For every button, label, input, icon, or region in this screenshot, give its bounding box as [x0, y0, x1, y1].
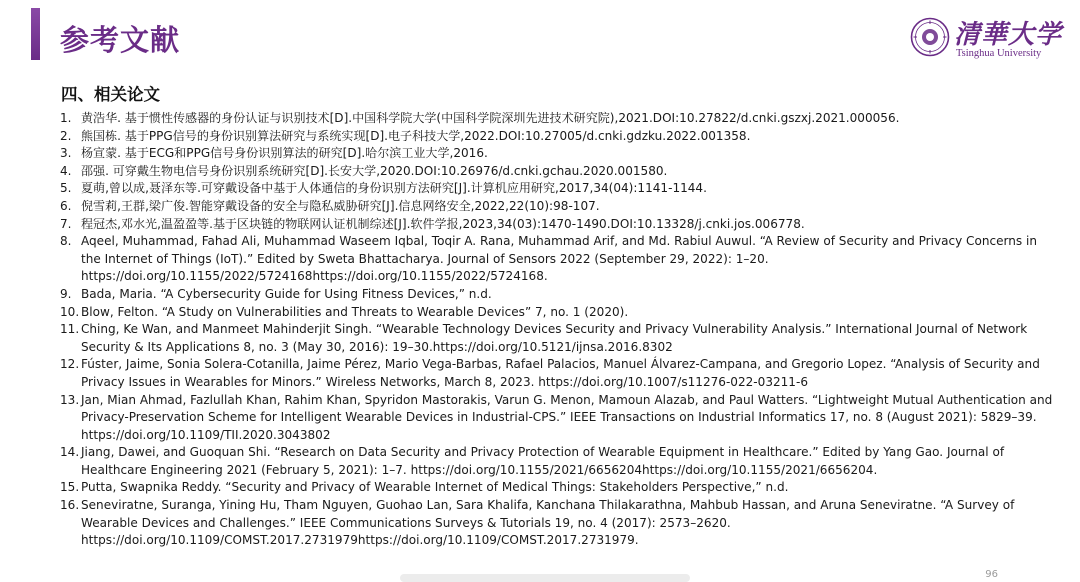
logo-chinese-name: 清華大学	[954, 20, 1063, 50]
reference-item	[60, 163, 1060, 181]
reference-text: Bada, Maria. “A Cybersecurity Guide for Using Fitness Devices,” n.d.	[81, 286, 492, 301]
reference-item	[60, 392, 1060, 445]
reference-text: Jan, Mian Ahmad, Fazlullah Khan, Rahim Khan, Spyridon Mastorakis, Varun G. Menon, Mamoun Alazab, and Paul Watters. “Lightweight Mutual Authentication and Privacy-Preservation Scheme for Intelligent Wearable Devices in Industrial-CPS.” IEEE Transactions on Industrial Informatics 17, no. 8 (August 2021): 5829–39. https://doi.org/10.1109/TII.2020.3043802	[81, 392, 1053, 442]
reference-number: 11.	[60, 322, 80, 337]
page-number: 96	[985, 569, 998, 580]
reference-number: 5.	[60, 181, 72, 196]
reference-item	[60, 180, 1060, 198]
reference-text: Seneviratne, Suranga, Yining Hu, Tham Nguyen, Guohao Lan, Sara Khalifa, Kanchana Thilakarathna, Mahbub Hassan, and Aruna Seneviratne. “A Survey of Wearable Devices and Challenges.” IEEE Communications Surveys & Tutorials 19, no. 4 (2017): 2573–2620. https://doi.org/10.1109/COMST.2017.2731979https://doi.org/10.1109/COMST.2017.2731979.	[81, 498, 1015, 548]
bottom-shadow-decoration	[400, 574, 690, 582]
reference-number: 16.	[60, 498, 80, 513]
reference-number: 1.	[60, 111, 72, 125]
reference-list	[60, 110, 1060, 550]
reference-item	[60, 304, 1060, 322]
reference-number: 8.	[60, 234, 72, 249]
reference-item	[60, 128, 1060, 146]
page-title: 参考文献	[60, 23, 181, 57]
reference-text: 夏萌,曾以成,聂泽东等.可穿戴设备中基于人体通信的身份识别方法研究[J].计算机应用研究,2017,34(04):1141-1144.	[81, 181, 707, 196]
reference-item	[60, 198, 1060, 216]
reference-text: 熊国栋. 基于PPG信号的身份识别算法研究与系统实现[D].电子科技大学,2022.DOI:10.27005/d.cnki.gdzku.2022.001358.	[81, 128, 751, 143]
reference-number: 7.	[60, 216, 72, 231]
section-heading: 四、相关论文	[61, 85, 160, 104]
reference-item	[60, 110, 1060, 128]
reference-text: Ching, Ke Wan, and Manmeet Mahinderjit Singh. “Wearable Technology Devices Security and Privacy Vulnerability Analysis.” International Journal of Network Security & Its Applications 8, no. 3 (May 30, 2016): 19–30.https://doi.org/10.5121/ijnsa.2016.8302	[81, 322, 1028, 354]
reference-text: Fúster, Jaime, Sonia Solera-Cotanilla, Jaime Pérez, Mario Vega-Barbas, Rafael Palacios, Manuel Álvarez-Campana, and Gregorio Lopez. “Analysis of Security and Privacy Issues in Wearables for Minors.” Wireless Networks, March 8, 2023. https://doi.org/10.1007/s11276-022-03211-6	[81, 357, 1040, 389]
reference-number: 15.	[60, 480, 80, 495]
reference-number: 4.	[60, 163, 72, 178]
reference-text: 杨宣蒙. 基于ECG和PPG信号身份识别算法的研究[D].哈尔滨工业大学,2016.	[81, 146, 488, 161]
reference-text: 程冠杰,邓水光,温盈盈等.基于区块链的物联网认证机制综述[J].软件学报,2023,34(03):1470-1490.DOI:10.13328/j.cnki.jos.006778.	[81, 216, 805, 231]
reference-number: 2.	[60, 128, 72, 143]
reference-item	[60, 145, 1060, 163]
reference-item	[60, 216, 1060, 234]
title-accent-bar	[31, 8, 40, 60]
reference-item	[60, 497, 1060, 550]
reference-number: 13.	[60, 392, 80, 407]
university-logo	[910, 14, 1063, 66]
reference-number: 6.	[60, 198, 72, 213]
reference-number: 9.	[60, 286, 72, 301]
reference-item	[60, 286, 1060, 304]
reference-number: 14.	[60, 445, 80, 460]
university-seal-icon	[910, 17, 950, 57]
reference-text: 黄浩华. 基于惯性传感器的身份认证与识别技术[D].中国科学院大学(中国科学院深圳先进技术研究院),2021.DOI:10.27822/d.cnki.gszxj.2021.000056.	[81, 111, 900, 125]
reference-text: Blow, Felton. “A Study on Vulnerabilities and Threats to Wearable Devices” 7, no. 1 (2020).	[81, 304, 629, 319]
reference-item	[60, 479, 1060, 497]
reference-text: 倪雪莉,王群,梁广俊.智能穿戴设备的安全与隐私威胁研究[J].信息网络安全,2022,22(10):98-107.	[81, 198, 600, 213]
reference-text: 邵强. 可穿戴生物电信号身份识别系统研究[D].长安大学,2020.DOI:10.26976/d.cnki.gchau.2020.001580.	[81, 163, 668, 178]
reference-number: 12.	[60, 357, 80, 372]
reference-number: 3.	[60, 146, 72, 161]
reference-text: Aqeel, Muhammad, Fahad Ali, Muhammad Waseem Iqbal, Toqir A. Rana, Muhammad Arif, and Md. Rabiul Auwul. “A Review of Security and Privacy Concerns in the Internet of Things (IoT).” Edited by Sweta Bhattacharya. Journal of Sensors 2022 (September 29, 2022): 1–20. https://doi.org/10.1155/2022/5724168https://doi.org/10.1155/2022/5724168.	[81, 234, 1037, 284]
reference-item	[60, 356, 1060, 391]
reference-item	[60, 321, 1060, 356]
reference-item	[60, 233, 1060, 286]
reference-item	[60, 444, 1060, 479]
reference-text: Putta, Swapnika Reddy. “Security and Privacy of Wearable Internet of Medical Things: Stakeholders Perspective,” n.d.	[81, 480, 789, 495]
reference-text: Jiang, Dawei, and Guoquan Shi. “Research on Data Security and Privacy Protection of Wearable Equipment in Healthcare.” Edited by Yang Gao. Journal of Healthcare Engineering 2021 (February 5, 2021): 1–7. https://doi.org/10.1155/2021/6656204https://doi.org/10.1155/2021/6656204.	[81, 445, 1005, 477]
logo-english-name: Tsinghua University	[956, 48, 1042, 59]
reference-number: 10.	[60, 304, 80, 319]
